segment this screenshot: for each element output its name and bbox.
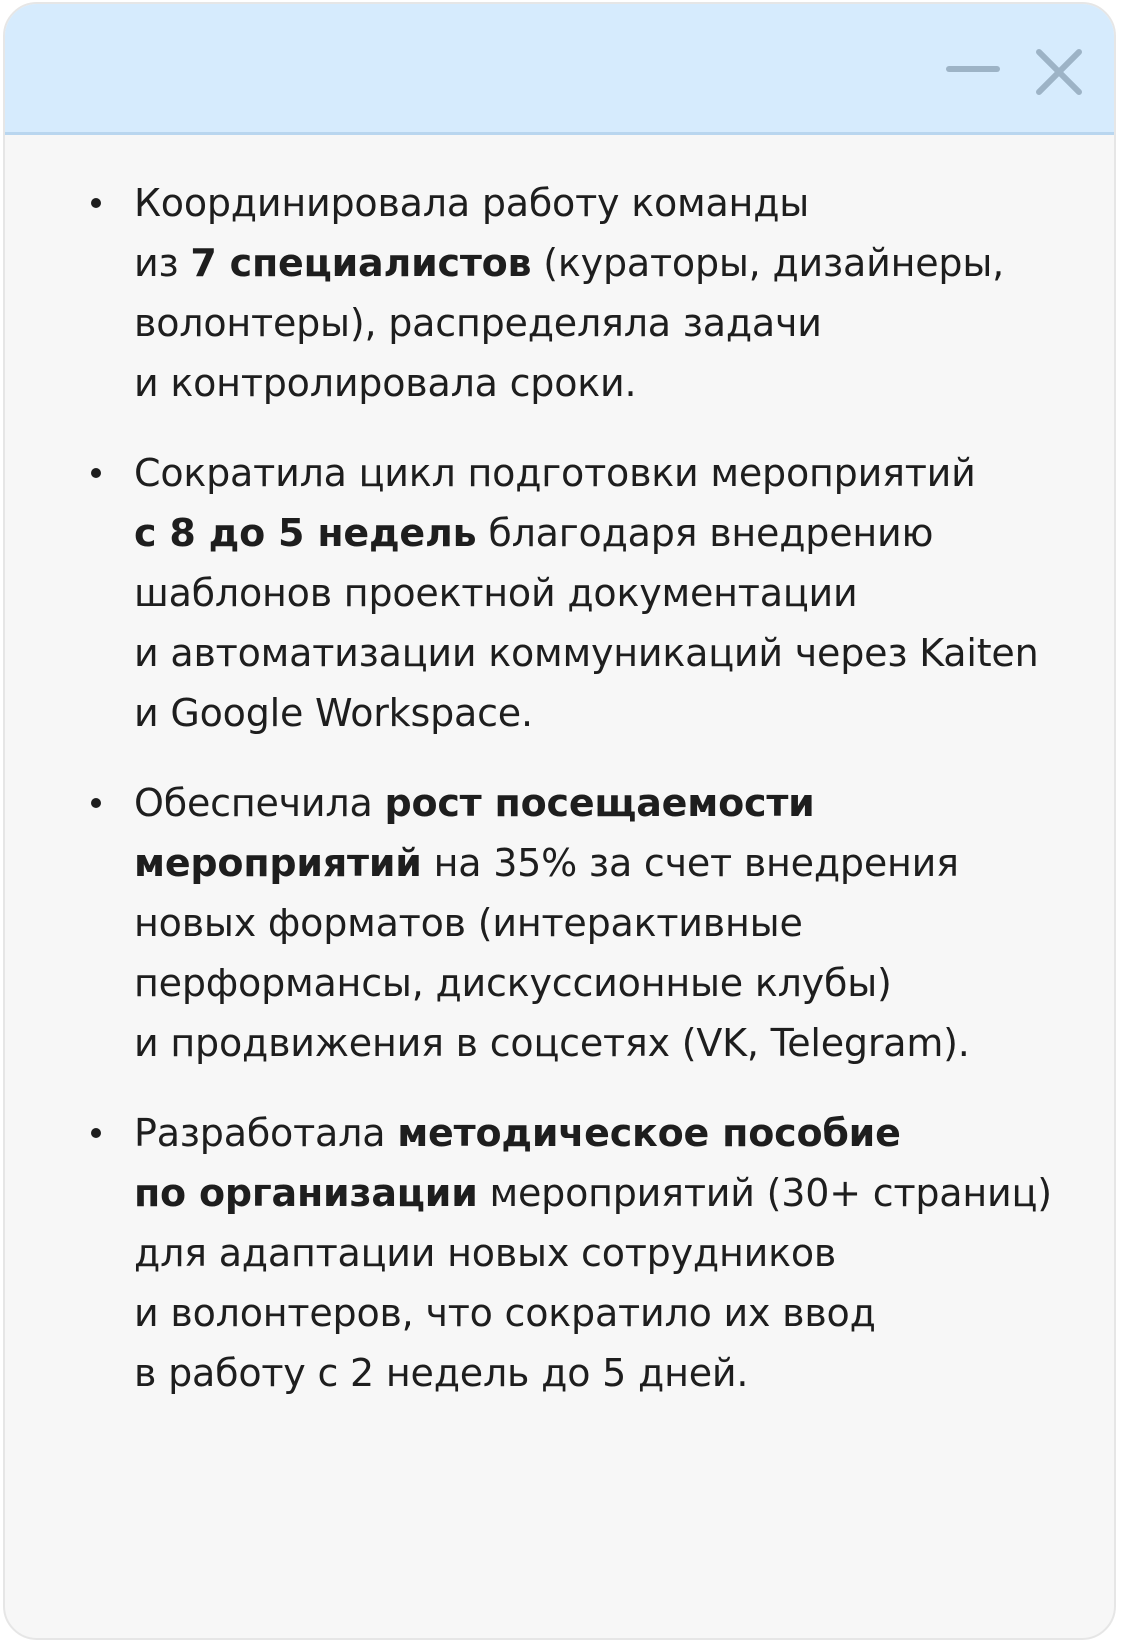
text-run: и волонтеров, что сократило их ввод: [134, 1291, 876, 1335]
window-content: [5, 135, 1114, 1638]
text-line: [134, 503, 1101, 563]
text-run: Координировала работу команды: [134, 181, 810, 225]
minimize-button[interactable]: [945, 49, 1001, 89]
text-run: и автоматизации коммуникаций через Kaiten: [134, 631, 1039, 675]
bullet-dot: [91, 468, 101, 478]
text-line: [134, 1343, 1101, 1403]
text-run: из: [134, 241, 191, 285]
text-line: [134, 353, 1101, 413]
text-run: для адаптации новых сотрудников: [134, 1231, 837, 1275]
text-line: [134, 683, 1101, 743]
text-run: Сократила цикл подготовки мероприятий: [134, 451, 976, 495]
text-line: [134, 1103, 1101, 1163]
text-run: на 35% за счет внедрения: [421, 841, 959, 885]
text-line: [134, 233, 1101, 293]
bold-text: методическое пособие: [397, 1111, 901, 1155]
bold-text: мероприятий: [134, 841, 422, 885]
close-icon: [1029, 42, 1089, 102]
bold-text: 7 специалистов: [190, 241, 532, 285]
text-line: [134, 953, 1101, 1013]
list-item: [91, 1103, 1101, 1403]
text-line: [134, 833, 1101, 893]
text-line: [134, 623, 1101, 683]
text-run: Разработала: [134, 1111, 398, 1155]
text-run: в работу с 2 недель до 5 дней.: [134, 1351, 749, 1395]
title-bar: [5, 4, 1114, 135]
text-line: [134, 563, 1101, 623]
text-run: новых форматов (интерактивные: [134, 901, 803, 945]
bullet-dot: [91, 798, 101, 808]
text-line: [134, 1163, 1101, 1223]
text-run: волонтеры), распределяла задачи: [134, 301, 822, 345]
bold-text: рост посещаемости: [384, 781, 815, 825]
text-run: мероприятий (30+ страниц): [477, 1171, 1052, 1215]
text-run: перформансы, дискуссионные клубы): [134, 961, 892, 1005]
achievements-list: [91, 173, 1101, 1433]
bullet-dot: [91, 198, 101, 208]
text-run: и Google Workspace.: [134, 691, 533, 735]
text-line: [134, 773, 1101, 833]
text-line: [134, 893, 1101, 953]
text-run: и продвижения в соцсетях (VK, Telegram).: [134, 1021, 970, 1065]
text-line: [134, 1283, 1101, 1343]
text-line: [134, 1223, 1101, 1283]
window: [3, 2, 1116, 1640]
bold-text: по организации: [134, 1171, 478, 1215]
text-run: и контролировала сроки.: [134, 361, 637, 405]
text-run: Обеспечила: [134, 781, 385, 825]
bold-text: с 8 до 5 недель: [134, 511, 477, 555]
text-line: [134, 1013, 1101, 1073]
list-item: [91, 443, 1101, 743]
close-button[interactable]: [1029, 42, 1089, 102]
text-line: [134, 443, 1101, 503]
text-run: (кураторы, дизайнеры,: [531, 241, 1005, 285]
minimize-icon: [945, 49, 1001, 89]
text-run: шаблонов проектной документации: [134, 571, 858, 615]
list-item: [91, 173, 1101, 413]
text-line: [134, 173, 1101, 233]
bullet-dot: [91, 1128, 101, 1138]
list-item: [91, 773, 1101, 1073]
text-line: [134, 293, 1101, 353]
text-run: благодаря внедрению: [476, 511, 934, 555]
